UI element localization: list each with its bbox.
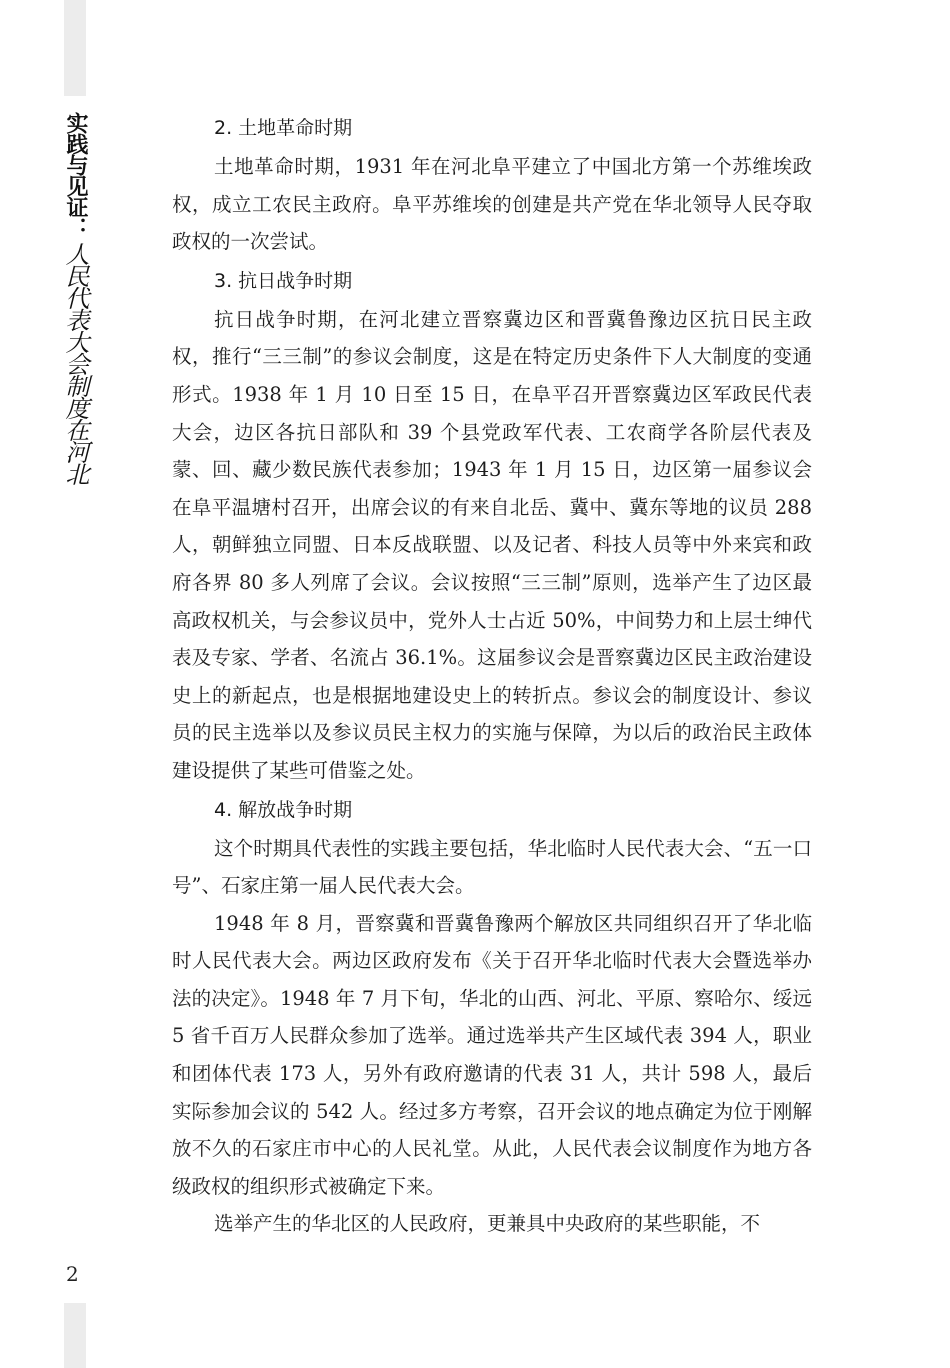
running-title bbox=[59, 112, 91, 484]
gutter-band-top bbox=[64, 0, 86, 96]
paragraph: 1948 年 8 月，晋察冀和晋冀鲁豫两个解放区共同组织召开了华北临时人民代表大会。两边区政府发布《关于召开华北临时代表大会暨选举办法的决定》。1948 年 7 月下旬，华北的山西、河北、平原、察哈尔、绥远 5 省千百万人民群众参加了选举。通过选举共产生区域代表 394 人，职业和团体代表 173 人，另外有政府邀请的代表 31 人，共计 598 人，最后实际参加会议的 542 人。经过多方考察，召开会议的地点确定为位于刚解放不久的石家庄市中心的人民礼堂。从此，人民代表会议制度作为地方各级政权的组织形式被确定下来。 bbox=[172, 911, 812, 1198]
paragraph: 土地革命时期，1931 年在河北阜平建立了中国北方第一个苏维埃政权，成立工农民主政府。阜平苏维埃的创建是共产党在华北领导人民夺取政权的一次尝试。 bbox=[172, 155, 812, 254]
section-heading-land-revolution: 2. 土地革命时期 bbox=[214, 117, 353, 139]
paragraph: 这个时期具代表性的实践主要包括，华北临时人民代表大会、“五一口号”、石家庄第一届人民代表大会。 bbox=[172, 836, 812, 898]
paragraph: 选举产生的华北区的人民政府，更兼具中央政府的某些职能，不 bbox=[214, 1212, 761, 1236]
page-body bbox=[172, 108, 812, 1243]
running-title-script: 人民代表大会制度在河北 bbox=[61, 242, 89, 484]
gutter-band-bottom bbox=[64, 1303, 86, 1368]
page-number: 2 bbox=[66, 1262, 79, 1286]
running-title-bold: 实践与见证： bbox=[63, 112, 88, 238]
section-heading-anti-japanese-war: 3. 抗日战争时期 bbox=[214, 269, 353, 292]
section-heading-liberation-war: 4. 解放战争时期 bbox=[214, 798, 353, 821]
paragraph: 抗日战争时期，在河北建立晋察冀边区和晋冀鲁豫边区抗日民主政权，推行“三三制”的参议会制度，这是在特定历史条件下人大制度的变通形式。1938 年 1 月 10 日至 15 日，在阜平召开晋察冀边区军政民代表大会，边区各抗日部队和 39 个县党政军代表、工农商学各阶层代表及蒙、回、藏少数民族代表参加；1943 年 1 月 15 日，边区第一届参议会在阜平温塘村召开，出席会议的有来自北岳、冀中、冀东等地的议员 288 人，朝鲜独立同盟、日本反战联盟、以及记者、科技人员等中外来宾和政府各界 80 多人列席了会议。会议按照“三三制”原则，选举产生了边区最高政权机关，与会参议员中，党外人士占近 50%，中间势力和上层士绅代表及专家、学者、名流占 36.1%。这届参议会是晋察冀边区民主政治建设史上的新起点，也是根据地建设史上的转折点。参议会的制度设计、参议员的民主选举以及参议员民主权力的实施与保障，为以后的政治民主政体建设提供了某些可借鉴之处。 bbox=[172, 307, 812, 782]
